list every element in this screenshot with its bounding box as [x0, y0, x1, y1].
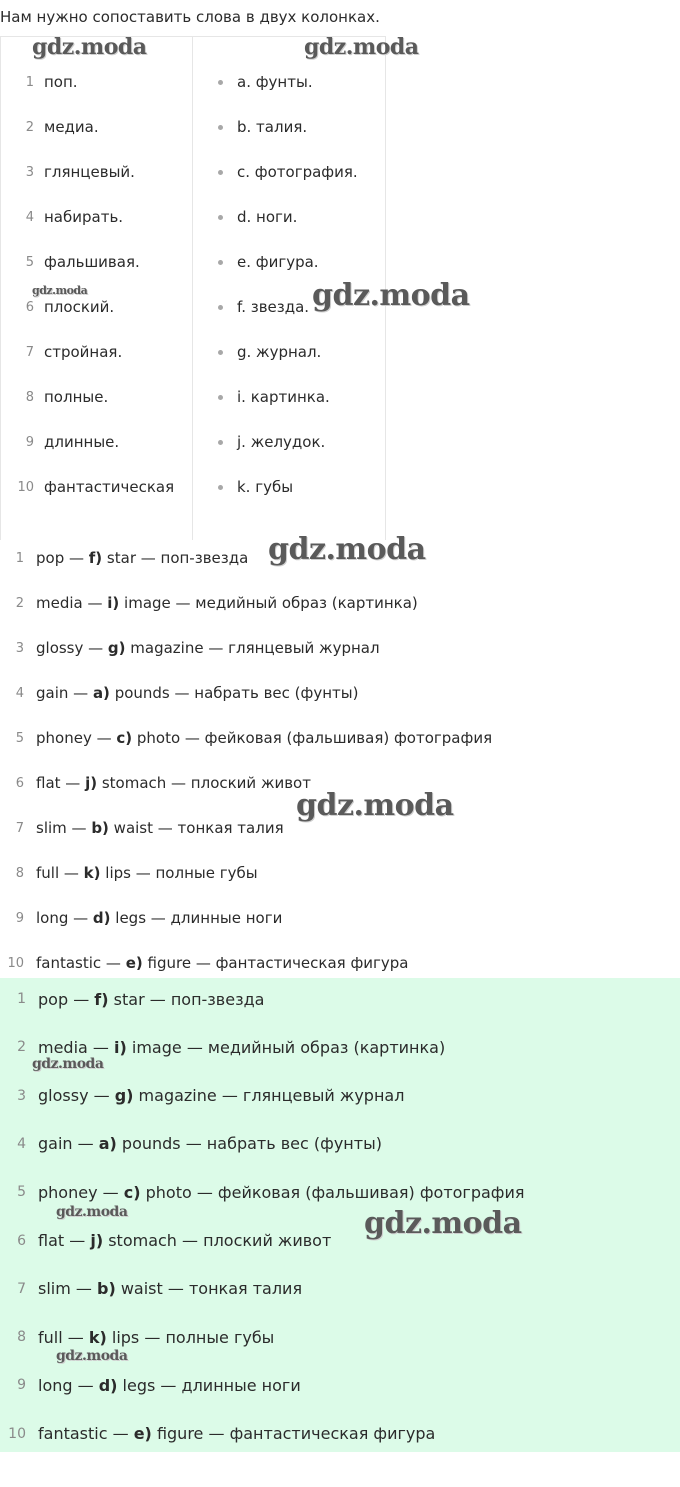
bullet-icon — [218, 440, 223, 445]
answer-row — [0, 636, 380, 660]
answer-letter: e) — [133, 1424, 152, 1444]
list-item — [0, 430, 119, 454]
answer-letter: k) — [88, 1327, 107, 1347]
answer-row — [0, 591, 418, 615]
answer-row — [0, 771, 311, 795]
item-text: набирать. — [44, 208, 124, 226]
answer-number: 7 — [17, 1280, 26, 1297]
answer-number: 8 — [17, 1329, 26, 1346]
answer-number: 2 — [17, 1039, 26, 1056]
item-text: длинные. — [44, 433, 120, 451]
answer-number: 1 — [15, 550, 24, 566]
answer-number: 1 — [17, 991, 26, 1007]
list-item — [192, 70, 313, 94]
answer-letter: c) — [116, 729, 133, 747]
list-item — [0, 70, 78, 94]
watermark-logo: gdz.moda — [296, 788, 454, 823]
item-text: c. фотография. — [237, 163, 358, 181]
item-text: b. талия. — [237, 118, 308, 136]
answer-row — [0, 986, 264, 1012]
bullet-icon — [218, 260, 223, 265]
answer-text: glossy — g) magazine — глянцевый журнал — [36, 639, 380, 657]
answer-text: slim — b) waist — тонкая талия — [36, 819, 284, 837]
bullet-icon — [218, 215, 223, 220]
answer-number: 10 — [8, 1425, 26, 1442]
watermark-logo: gdz.moda — [56, 1204, 128, 1220]
answer-letter: c) — [123, 1182, 141, 1202]
list-item — [0, 385, 108, 409]
answer-text: phoney — c) photo — фейковая (фальшивая) фотография — [38, 1182, 525, 1202]
item-text: фальшивая. — [44, 253, 140, 271]
answer-text: full — k) lips — полные губы — [36, 864, 258, 882]
list-item — [192, 430, 325, 454]
answer-letter: j) — [90, 1231, 104, 1250]
answer-row — [0, 1131, 382, 1157]
watermark-logo: gdz.moda — [32, 284, 88, 297]
answer-letter: i) — [114, 1037, 127, 1057]
table-divider-middle — [192, 37, 193, 540]
bullet-icon — [218, 350, 223, 355]
list-item — [192, 475, 293, 499]
answer-row — [0, 951, 409, 975]
answer-number: 3 — [17, 1087, 26, 1104]
item-text: медиа. — [44, 118, 99, 136]
answer-letter: a) — [98, 1134, 117, 1154]
answer-number: 10 — [7, 955, 24, 971]
item-text: k. губы — [237, 478, 294, 496]
answer-row — [0, 861, 258, 885]
answer-number: 8 — [15, 865, 24, 881]
table-divider-left — [0, 37, 1, 540]
answer-text: media — i) image — медийный образ (картинка) — [38, 1037, 446, 1057]
answer-number: 6 — [15, 775, 24, 791]
answer-row — [0, 681, 358, 705]
item-number: 3 — [25, 164, 34, 180]
answer-text: fantastic — e) figure — фантастическая фигура — [36, 954, 409, 972]
item-text: глянцевый. — [44, 163, 135, 181]
answer-number: 7 — [15, 820, 24, 836]
answer-row — [0, 546, 248, 570]
answer-text: long — d) legs — длинные ноги — [36, 909, 283, 927]
watermark-logo: gdz.moda — [32, 34, 147, 60]
answer-number: 9 — [15, 910, 24, 926]
answer-letter: b) — [96, 1279, 116, 1299]
answer-row — [0, 1276, 302, 1302]
answer-text: fantastic — e) figure — фантастическая фигура — [38, 1424, 436, 1444]
answer-letter: f) — [94, 989, 109, 1009]
item-number: 10 — [17, 479, 34, 495]
answer-letter: j) — [85, 774, 98, 792]
answer-row — [0, 1372, 301, 1398]
item-text: i. картинка. — [237, 388, 330, 406]
answer-row — [0, 1421, 435, 1447]
answer-number: 3 — [15, 640, 24, 656]
list-item — [192, 340, 321, 364]
answer-number: 5 — [15, 730, 24, 746]
answer-letter: g) — [114, 1086, 134, 1106]
item-number: 6 — [25, 299, 34, 315]
answer-row — [0, 1179, 525, 1205]
watermark-logo: gdz.moda — [364, 1206, 522, 1241]
answer-number: 4 — [17, 1135, 26, 1152]
bullet-icon — [218, 395, 223, 400]
answer-text: gain — a) pounds — набрать вес (фунты) — [38, 1134, 382, 1154]
answer-number: 6 — [17, 1232, 26, 1249]
answer-row — [0, 1228, 331, 1254]
list-item — [192, 385, 330, 409]
answer-text: glossy — g) magazine — глянцевый журнал — [38, 1086, 405, 1106]
list-item — [192, 115, 307, 139]
item-number: 8 — [25, 389, 34, 405]
answer-row — [0, 726, 492, 750]
answer-text: slim — b) waist — тонкая талия — [38, 1279, 303, 1299]
item-text: фантастическая — [44, 478, 175, 496]
bullet-icon — [218, 125, 223, 130]
list-item — [0, 250, 140, 274]
item-text: поп. — [44, 73, 78, 91]
intro-text: Нам нужно сопоставить слова в двух колонках. — [0, 8, 380, 26]
answer-letter: e) — [125, 954, 143, 972]
watermark-logo: gdz.moda — [312, 278, 470, 313]
item-number: 4 — [25, 209, 34, 225]
list-item — [0, 295, 114, 319]
watermark-logo: gdz.moda — [304, 34, 419, 60]
list-item — [192, 295, 309, 319]
item-number: 5 — [25, 254, 34, 270]
answer-text: media — i) image — медийный образ (картинка) — [36, 594, 418, 612]
bullet-icon — [218, 305, 223, 310]
answer-letter: d) — [92, 909, 111, 927]
item-text: f. звезда. — [237, 298, 310, 316]
item-text: a. фунты. — [237, 73, 313, 91]
list-item — [192, 205, 297, 229]
list-item — [0, 340, 122, 364]
answer-text: flat — j) stomach — плоский живот — [38, 1231, 332, 1250]
answer-letter: d) — [98, 1375, 118, 1395]
item-text: d. ноги. — [237, 208, 298, 226]
answer-text: full — k) lips — полные губы — [38, 1327, 275, 1347]
answer-letter: g) — [107, 639, 126, 657]
watermark-logo: gdz.moda — [56, 1348, 128, 1364]
answer-number: 5 — [17, 1184, 26, 1201]
bullet-icon — [218, 485, 223, 490]
item-text: полные. — [44, 388, 109, 406]
list-item — [0, 160, 135, 184]
answer-letter: i) — [107, 594, 120, 612]
answer-number: 9 — [17, 1377, 26, 1394]
answer-letter: k) — [83, 864, 101, 882]
item-number: 7 — [25, 344, 34, 360]
item-text: стройная. — [44, 343, 123, 361]
answer-letter: f) — [88, 549, 103, 567]
list-item — [192, 250, 319, 274]
answer-number: 2 — [15, 595, 24, 611]
item-text: g. журнал. — [237, 343, 322, 361]
item-number: 2 — [25, 119, 34, 135]
answer-letter: b) — [91, 819, 109, 837]
answer-row — [0, 816, 284, 840]
item-number: 9 — [25, 434, 34, 450]
answer-text: long — d) legs — длинные ноги — [38, 1375, 301, 1395]
answer-text: flat — j) stomach — плоский живот — [36, 774, 311, 792]
answer-text: pop — f) star — поп-звезда — [36, 549, 249, 567]
item-text: плоский. — [44, 298, 115, 316]
answer-row — [0, 906, 282, 930]
list-item — [0, 475, 174, 499]
answer-text: gain — a) pounds — набрать вес (фунты) — [36, 684, 359, 702]
list-item — [192, 160, 358, 184]
answer-text: pop — f) star — поп-звезда — [38, 989, 265, 1009]
item-text: j. желудок. — [237, 433, 326, 451]
item-number: 1 — [25, 74, 34, 90]
item-text: e. фигура. — [237, 253, 319, 271]
answer-row — [0, 1324, 274, 1350]
bullet-icon — [218, 170, 223, 175]
answer-number: 4 — [15, 685, 24, 701]
watermark-logo: gdz.moda — [268, 532, 426, 567]
list-item — [0, 205, 123, 229]
watermark-logo: gdz.moda — [32, 1056, 104, 1072]
list-item — [0, 115, 99, 139]
answer-letter: a) — [92, 684, 110, 702]
answer-row — [0, 1083, 404, 1109]
answer-text: phoney — c) photo — фейковая (фальшивая) фотография — [36, 729, 493, 747]
bullet-icon — [218, 80, 223, 85]
